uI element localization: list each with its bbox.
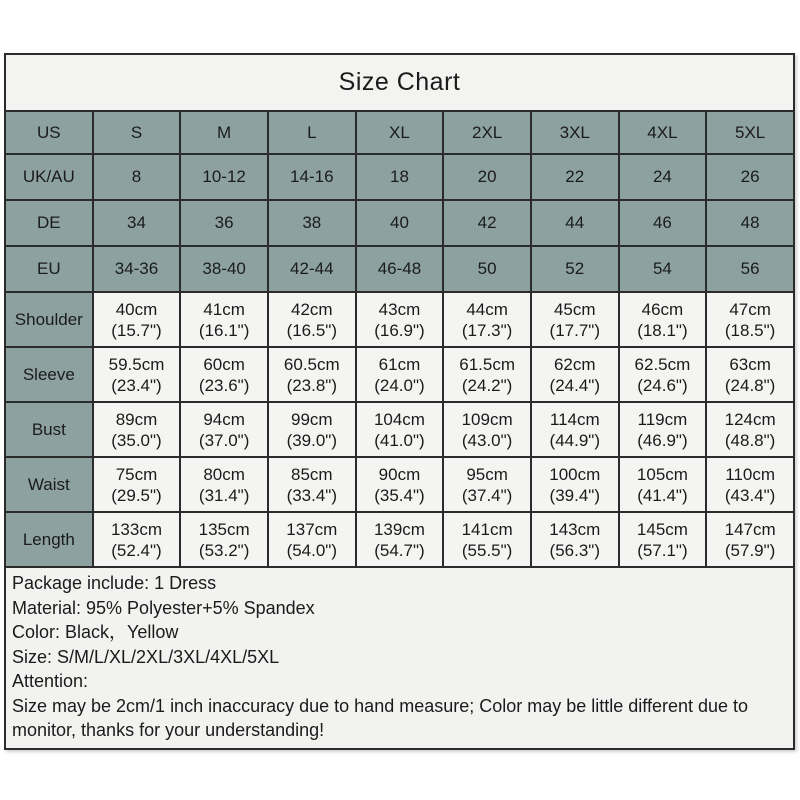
size-table bbox=[4, 110, 795, 568]
row-label-cell: EU bbox=[5, 246, 93, 292]
size-cell: 20 bbox=[443, 154, 531, 200]
note-line: Size may be 2cm/1 inch inaccuracy due to hand measure; Color may be little different due to monitor, thanks for your understanding! bbox=[12, 695, 749, 740]
size-cell: 34 bbox=[93, 200, 181, 246]
measure-cell: 110cm (43.4") bbox=[706, 457, 794, 512]
size-cell: 42-44 bbox=[268, 246, 356, 292]
table-row-uk-au bbox=[5, 154, 794, 200]
measure-cell: 94cm (37.0") bbox=[180, 402, 268, 457]
size-cell: 48 bbox=[706, 200, 794, 246]
table-row-bust bbox=[5, 402, 794, 457]
measure-cell: 61cm (24.0") bbox=[356, 347, 444, 402]
row-label-cell: DE bbox=[5, 200, 93, 246]
row-label-cell: Length bbox=[5, 512, 93, 567]
size-cell: 22 bbox=[531, 154, 619, 200]
measure-cell: 119cm (46.9") bbox=[619, 402, 707, 457]
size-cell: 10-12 bbox=[180, 154, 268, 200]
table-row-us bbox=[5, 111, 794, 154]
size-cell: 46-48 bbox=[356, 246, 444, 292]
table-row-waist bbox=[5, 457, 794, 512]
table-row-shoulder bbox=[5, 292, 794, 347]
size-cell: 3XL bbox=[531, 111, 619, 154]
measure-cell: 135cm (53.2") bbox=[180, 512, 268, 567]
measure-cell: 145cm (57.1") bbox=[619, 512, 707, 567]
size-cell: 38-40 bbox=[180, 246, 268, 292]
row-label-cell: US bbox=[5, 111, 93, 154]
measure-cell: 85cm (33.4") bbox=[268, 457, 356, 512]
row-label-cell: Bust bbox=[5, 402, 93, 457]
measure-cell: 44cm (17.3") bbox=[443, 292, 531, 347]
measure-cell: 75cm (29.5") bbox=[93, 457, 181, 512]
size-cell: 50 bbox=[443, 246, 531, 292]
measure-cell: 139cm (54.7") bbox=[356, 512, 444, 567]
note-line: Material: 95% Polyester+5% Spandex bbox=[12, 597, 315, 618]
measure-cell: 47cm (18.5") bbox=[706, 292, 794, 347]
size-cell: 26 bbox=[706, 154, 794, 200]
measure-cell: 95cm (37.4") bbox=[443, 457, 531, 512]
size-cell: 8 bbox=[93, 154, 181, 200]
measure-cell: 61.5cm (24.2") bbox=[443, 347, 531, 402]
table-row-eu bbox=[5, 246, 794, 292]
row-label-cell: Shoulder bbox=[5, 292, 93, 347]
product-notes bbox=[4, 568, 795, 750]
measure-cell: 89cm (35.0") bbox=[93, 402, 181, 457]
table-row-de bbox=[5, 200, 794, 246]
size-cell: 44 bbox=[531, 200, 619, 246]
measure-cell: 59.5cm (23.4") bbox=[93, 347, 181, 402]
measure-cell: 46cm (18.1") bbox=[619, 292, 707, 347]
measure-cell: 60cm (23.6") bbox=[180, 347, 268, 402]
measure-cell: 147cm (57.9") bbox=[706, 512, 794, 567]
size-cell: 46 bbox=[619, 200, 707, 246]
measure-cell: 124cm (48.8") bbox=[706, 402, 794, 457]
size-cell: 38 bbox=[268, 200, 356, 246]
measure-cell: 109cm (43.0") bbox=[443, 402, 531, 457]
note-line: Attention: bbox=[12, 671, 89, 691]
size-cell: 56 bbox=[706, 246, 794, 292]
measure-cell: 99cm (39.0") bbox=[268, 402, 356, 457]
size-cell: 54 bbox=[619, 246, 707, 292]
measure-cell: 133cm (52.4") bbox=[93, 512, 181, 567]
note-line: Size: S/M/L/XL/2XL/3XL/4XL/5XL bbox=[12, 646, 280, 667]
size-cell: XL bbox=[356, 111, 444, 154]
chart-title: Size Chart bbox=[4, 53, 795, 110]
size-cell: 18 bbox=[356, 154, 444, 200]
row-label-cell: Waist bbox=[5, 457, 93, 512]
row-label-cell: Sleeve bbox=[5, 347, 93, 402]
measure-cell: 100cm (39.4") bbox=[531, 457, 619, 512]
measure-cell: 141cm (55.5") bbox=[443, 512, 531, 567]
measure-cell: 62.5cm (24.6") bbox=[619, 347, 707, 402]
size-cell: 42 bbox=[443, 200, 531, 246]
size-cell: 36 bbox=[180, 200, 268, 246]
measure-cell: 40cm (15.7") bbox=[93, 292, 181, 347]
measure-cell: 143cm (56.3") bbox=[531, 512, 619, 567]
measure-cell: 114cm (44.9") bbox=[531, 402, 619, 457]
size-cell: 14-16 bbox=[268, 154, 356, 200]
measure-cell: 90cm (35.4") bbox=[356, 457, 444, 512]
row-label-cell: UK/AU bbox=[5, 154, 93, 200]
measure-cell: 45cm (17.7") bbox=[531, 292, 619, 347]
measure-cell: 104cm (41.0") bbox=[356, 402, 444, 457]
size-cell: 24 bbox=[619, 154, 707, 200]
measure-cell: 80cm (31.4") bbox=[180, 457, 268, 512]
measure-cell: 43cm (16.9") bbox=[356, 292, 444, 347]
measure-cell: 62cm (24.4") bbox=[531, 347, 619, 402]
measure-cell: 105cm (41.4") bbox=[619, 457, 707, 512]
size-cell: 52 bbox=[531, 246, 619, 292]
size-cell: M bbox=[180, 111, 268, 154]
size-cell: 5XL bbox=[706, 111, 794, 154]
size-cell: 34-36 bbox=[93, 246, 181, 292]
measure-cell: 41cm (16.1") bbox=[180, 292, 268, 347]
measure-cell: 63cm (24.8") bbox=[706, 347, 794, 402]
note-line: Package include: 1 Dress bbox=[12, 573, 217, 593]
size-cell: L bbox=[268, 111, 356, 154]
note-line: Color: Black，Yellow bbox=[12, 622, 179, 642]
measure-cell: 42cm (16.5") bbox=[268, 292, 356, 347]
size-chart-panel bbox=[4, 53, 795, 750]
size-cell: 2XL bbox=[443, 111, 531, 154]
size-cell: 4XL bbox=[619, 111, 707, 154]
measure-cell: 137cm (54.0") bbox=[268, 512, 356, 567]
table-row-length bbox=[5, 512, 794, 567]
measure-cell: 60.5cm (23.8") bbox=[268, 347, 356, 402]
table-row-sleeve bbox=[5, 347, 794, 402]
size-cell: S bbox=[93, 111, 181, 154]
size-cell: 40 bbox=[356, 200, 444, 246]
